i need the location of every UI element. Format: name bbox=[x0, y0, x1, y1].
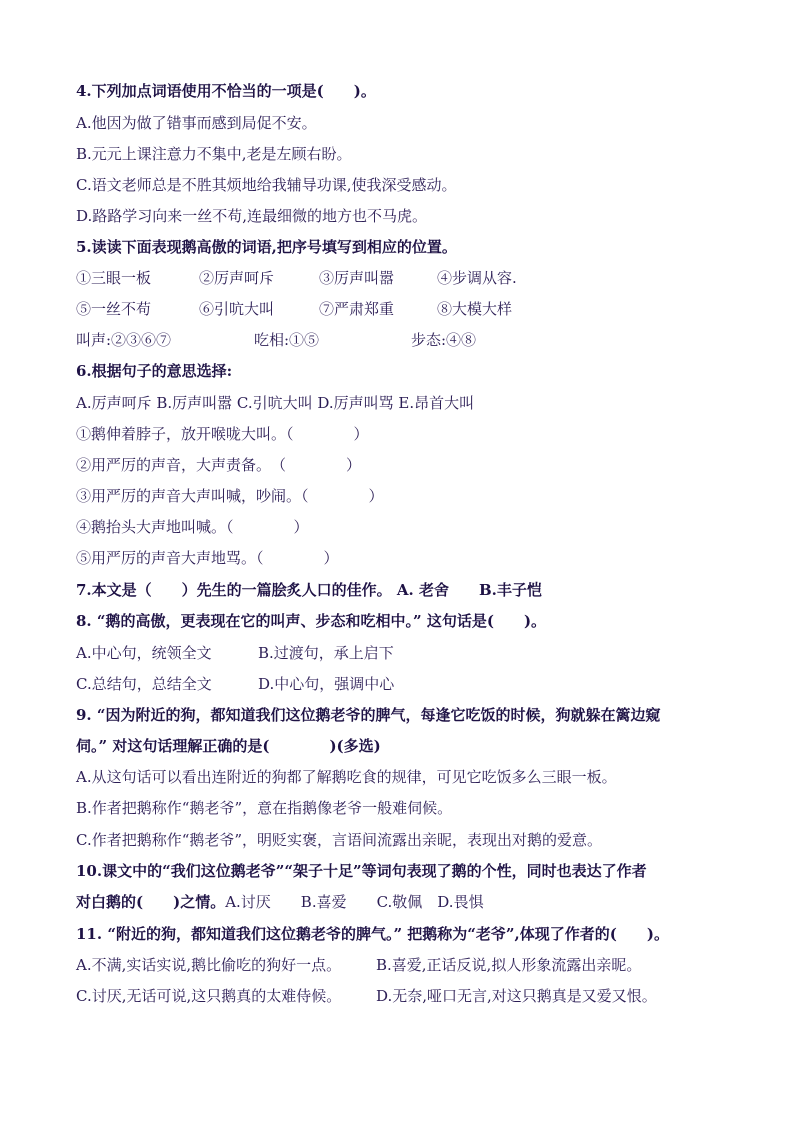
q8-option-a: A.中心句，统领全文 bbox=[76, 644, 212, 662]
q5-word: ⑤一丝不苟 bbox=[76, 300, 152, 318]
q9-title-line-2: 伺。” 对这句话理解正确的是( )(多选) bbox=[76, 737, 381, 755]
q11-option-d: D.无奈,哑口无言,对这只鹅真是又爱又恨。 bbox=[376, 987, 657, 1005]
q6-item-2: ②用严厉的声音，大声责备。 （ ） bbox=[76, 456, 362, 474]
q5-answers bbox=[76, 330, 476, 350]
q4-option-c: C.语文老师总是不胜其烦地给我辅导功课,使我深受感动。 bbox=[76, 176, 457, 194]
q5-word-row-1 bbox=[76, 268, 517, 288]
q10-title-line-2-text: 对白鹅的( )之情。 bbox=[76, 893, 226, 911]
q11-option-a: A.不满,实话实说,鹅比偷吃的狗好一点。 bbox=[76, 956, 342, 974]
q6-item-5: ⑤用严厉的声音大声地骂。（ ） bbox=[76, 549, 339, 567]
q8-option-b: B.过渡句，承上启下 bbox=[258, 644, 394, 662]
q11-title: 11. “附近的狗，都知道我们这位鹅老爷的脾气。” 把鹅称为“老爷”,体现了作者的( )。 bbox=[76, 925, 669, 943]
q4-title: 4.下列加点词语使用不恰当的一项是( )。 bbox=[76, 82, 376, 100]
q9-option-c: C.作者把鹅称作“鹅老爷”，明贬实褒，言语间流露出亲昵，表现出对鹅的爱意。 bbox=[76, 831, 603, 849]
q4-option-a: A.他因为做了错事而感到局促不安。 bbox=[76, 114, 317, 132]
q5-word-row-2 bbox=[76, 299, 512, 319]
q5-word: ⑦严肃郑重 bbox=[319, 300, 395, 318]
q4-option-b: B.元元上课注意力不集中,老是左顾右盼。 bbox=[76, 145, 352, 163]
q5-answer-gait: 步态:④⑧ bbox=[411, 331, 477, 349]
q6-choices: A.厉声呵斥 B.厉声叫嚣 C.引吭大叫 D.厉声叫骂 E.昂首大叫 bbox=[76, 394, 475, 412]
q4-option-d: D.路路学习向来一丝不苟,连最细微的地方也不马虎。 bbox=[76, 207, 428, 225]
q5-word: ⑧大模大样 bbox=[437, 300, 513, 318]
q8-option-row-2 bbox=[76, 674, 394, 694]
q6-item-1: ①鹅伸着脖子，放开喉咙大叫。（ ） bbox=[76, 425, 369, 443]
q11-option-row-2 bbox=[76, 986, 657, 1006]
q10-title-line-2 bbox=[76, 892, 484, 912]
q10-choices: A.讨厌 B.喜爱 C.敬佩 D.畏惧 bbox=[225, 893, 484, 911]
q6-item-4: ④鹅抬头大声地叫喊。（ ） bbox=[76, 518, 309, 536]
q11-option-b: B.喜爱,正话反说,拟人形象流露出亲昵。 bbox=[376, 956, 642, 974]
q6-title: 6.根据句子的意思选择: bbox=[76, 362, 233, 380]
q8-option-c: C.总结句，总结全文 bbox=[76, 675, 212, 693]
q5-word: ④步调从容. bbox=[437, 269, 517, 287]
q6-item-3: ③用严厉的声音大声叫喊，吵闹。（ ） bbox=[76, 487, 384, 505]
q5-answer-eating: 吃相:①⑤ bbox=[254, 331, 320, 349]
q9-option-b: B.作者把鹅称作“鹅老爷”，意在指鹅像老爷一般难伺候。 bbox=[76, 799, 453, 817]
q8-title: 8. “鹅的高傲，更表现在它的叫声、步态和吃相中。” 这句话是( )。 bbox=[76, 612, 547, 630]
q8-option-row-1 bbox=[76, 643, 394, 663]
q9-option-a: A.从这句话可以看出连附近的狗都了解鹅吃食的规律，可见它吃饭多么三眼一板。 bbox=[76, 768, 617, 786]
q5-word: ③厉声叫嚣 bbox=[319, 269, 395, 287]
q11-option-row-1 bbox=[76, 955, 641, 975]
q5-word: ⑥引吭大叫 bbox=[199, 300, 275, 318]
q5-answer-sound: 叫声:②③⑥⑦ bbox=[76, 331, 172, 349]
q9-title-line-1: 9. “因为附近的狗，都知道我们这位鹅老爷的脾气，每逢它吃饭的时候，狗就躲在篱边窥 bbox=[76, 706, 661, 724]
q10-title-line-1: 10.课文中的“我们这位鹅老爷”“架子十足”等词句表现了鹅的个性，同时也表达了作者 bbox=[76, 862, 647, 880]
q5-word: ②厉声呵斥 bbox=[199, 269, 275, 287]
q5-title: 5.读读下面表现鹅高傲的词语,把序号填写到相应的位置。 bbox=[76, 238, 457, 256]
q7-title: 7.本文是（ ）先生的一篇脍炙人口的佳作。 A. 老舍 B.丰子恺 bbox=[76, 581, 542, 599]
q5-word: ①三眼一板 bbox=[76, 269, 152, 287]
q8-option-d: D.中心句，强调中心 bbox=[258, 675, 395, 693]
q11-option-c: C.讨厌,无话可说,这只鹅真的太难侍候。 bbox=[76, 987, 342, 1005]
